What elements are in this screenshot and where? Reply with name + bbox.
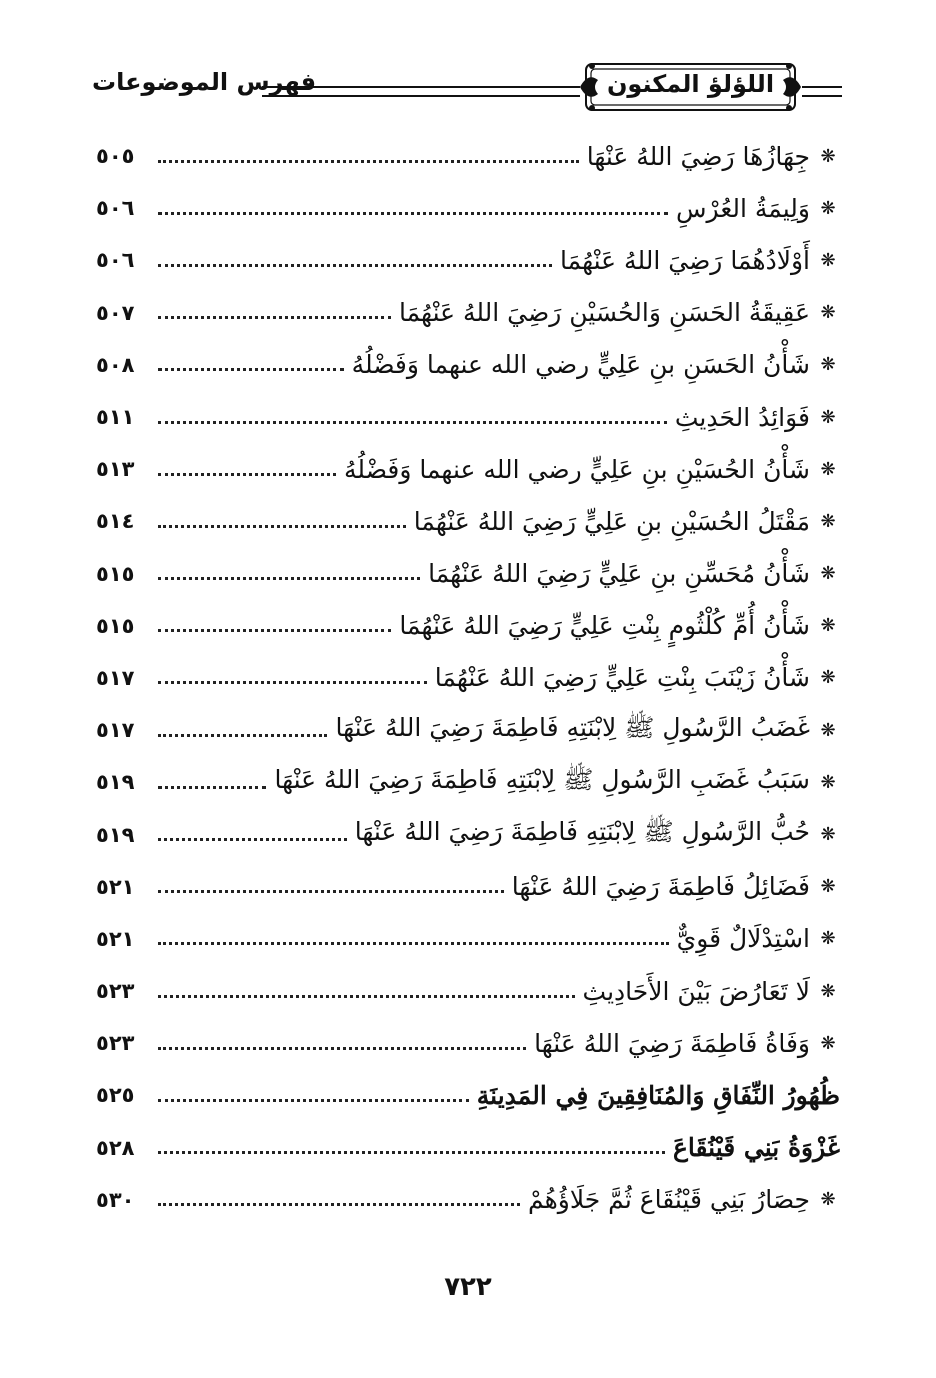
bullet-icon: ❋ bbox=[820, 510, 836, 532]
dot-leader bbox=[158, 368, 344, 371]
bullet-icon: ❋ bbox=[820, 980, 836, 1002]
dot-leader bbox=[158, 629, 391, 632]
toc-entry bbox=[96, 182, 840, 234]
entry-page-number: ٥٢٥ bbox=[96, 1083, 135, 1108]
dot-leader bbox=[158, 264, 552, 267]
entry-page-number: ٥١٩ bbox=[96, 770, 135, 795]
toc-entry bbox=[96, 130, 840, 182]
toc-entry bbox=[96, 965, 840, 1017]
dot-leader bbox=[158, 1203, 520, 1206]
entry-page-number: ٥٠٦ bbox=[96, 248, 135, 273]
entry-title: أَوْلَادُهُمَا رَضِيَ اللهُ عَنْهُمَا bbox=[560, 245, 810, 275]
toc-entry bbox=[96, 913, 840, 965]
entry-page-number: ٥١٤ bbox=[96, 509, 135, 534]
entry-page-number: ٥٢٨ bbox=[96, 1135, 135, 1160]
dot-leader bbox=[158, 942, 669, 945]
entry-page-number: ٥١٩ bbox=[96, 822, 135, 847]
entry-page-number: ٥٢٣ bbox=[96, 1031, 135, 1056]
entry-title: ظُهُورُ النِّفَاقِ وَالمُنَافِقِينَ فِي المَدِينَةِ bbox=[476, 1080, 840, 1110]
toc-entry bbox=[96, 495, 840, 547]
entry-page-number: ٥٢١ bbox=[96, 926, 135, 951]
toc-entry bbox=[96, 1122, 840, 1174]
dot-leader bbox=[158, 160, 579, 163]
entry-title: شَأْنُ زَيْنَبَ بِنْتِ عَلِيٍّ رَضِيَ اللهُ عَنْهُمَا bbox=[434, 663, 810, 693]
dot-leader bbox=[158, 421, 667, 424]
running-header bbox=[92, 58, 844, 118]
bullet-icon: ❋ bbox=[820, 719, 836, 741]
entry-page-number: ٥٠٦ bbox=[96, 196, 135, 221]
dot-leader bbox=[158, 890, 504, 893]
entry-title: عَقِيقَةُ الحَسَنِ وَالحُسَيْنِ رَضِيَ اللهُ عَنْهُمَا bbox=[398, 298, 810, 328]
bullet-icon: ❋ bbox=[820, 615, 836, 637]
entry-title: وَفَاةُ فَاطِمَةَ رَضِيَ اللهُ عَنْهَا bbox=[534, 1028, 810, 1058]
page-number: ٧٢٢ bbox=[444, 1272, 492, 1302]
bullet-icon: ❋ bbox=[820, 928, 836, 950]
entry-title: اسْتِدْلَالٌ قَوِيٌّ bbox=[676, 924, 810, 954]
entry-page-number: ٥٣٠ bbox=[96, 1187, 135, 1212]
bullet-icon: ❋ bbox=[820, 197, 836, 219]
entry-title: حِصَارُ بَنِي قَيْنُقَاعَ ثُمَّ جَلَاؤُهُمْ bbox=[527, 1185, 810, 1215]
entry-title: شَأْنُ الحُسَيْنِ بنِ عَلِيٍّ رضي الله عنهما وَفَضْلُهُ bbox=[344, 454, 810, 484]
dot-leader bbox=[158, 212, 668, 215]
entry-title: جِهَازُهَا رَضِيَ اللهُ عَنْهَا bbox=[586, 141, 810, 171]
entry-title: شَأْنُ مُحَسِّنِ بنِ عَلِيٍّ رَضِيَ اللهُ عَنْهُمَا bbox=[428, 559, 810, 589]
entry-page-number: ٥٢٣ bbox=[96, 979, 135, 1004]
toc-entry bbox=[96, 704, 840, 756]
entry-title: وَلِيمَةُ العُرْسِ bbox=[676, 193, 810, 223]
entry-title: فَضَائِلُ فَاطِمَةَ رَضِيَ اللهُ عَنْهَا bbox=[511, 872, 810, 902]
entry-title: غَضَبُ الرَّسُولِ ﷺ لِابْنَتِهِ فَاطِمَةَ رَضِيَ اللهُ عَنْهَا bbox=[335, 712, 810, 742]
dot-leader bbox=[158, 995, 575, 998]
entry-title: مَقْتَلُ الحُسَيْنِ بنِ عَلِيٍّ رَضِيَ اللهُ عَنْهُمَا bbox=[413, 506, 810, 536]
toc-entry bbox=[96, 1017, 840, 1069]
bullet-icon: ❋ bbox=[820, 145, 836, 167]
entry-title: شَأْنُ الحَسَنِ بنِ عَلِيٍّ رضي الله عنهما وَفَضْلُهُ bbox=[351, 350, 810, 380]
dot-leader bbox=[158, 1047, 526, 1050]
toc-entry bbox=[96, 861, 840, 913]
bullet-icon: ❋ bbox=[820, 406, 836, 428]
toc-entry bbox=[96, 287, 840, 339]
bullet-icon: ❋ bbox=[820, 302, 836, 324]
entry-title: غَزْوَةُ بَنِي قَيْنُقَاعَ bbox=[672, 1133, 840, 1163]
toc-entry bbox=[96, 391, 840, 443]
bullet-icon: ❋ bbox=[820, 249, 836, 271]
bullet-icon: ❋ bbox=[820, 1032, 836, 1054]
header-rule-left bbox=[262, 86, 580, 97]
dot-leader bbox=[158, 316, 391, 319]
entry-page-number: ٥١٥ bbox=[96, 561, 135, 586]
bullet-icon: ❋ bbox=[820, 667, 836, 689]
toc-entry bbox=[96, 443, 840, 495]
bullet-icon: ❋ bbox=[820, 824, 836, 846]
bullet-icon: ❋ bbox=[820, 876, 836, 898]
dot-leader bbox=[158, 1099, 469, 1102]
bullet-icon: ❋ bbox=[820, 771, 836, 793]
bullet-icon: ❋ bbox=[820, 563, 836, 585]
dot-leader bbox=[158, 838, 347, 841]
dot-leader bbox=[158, 1151, 665, 1154]
toc-entry bbox=[96, 1069, 840, 1121]
bullet-icon: ❋ bbox=[820, 1189, 836, 1211]
entry-page-number: ٥٠٥ bbox=[96, 144, 135, 169]
toc-entry bbox=[96, 548, 840, 600]
toc-entry bbox=[96, 234, 840, 286]
entry-page-number: ٥١٧ bbox=[96, 665, 135, 690]
toc-entry bbox=[96, 339, 840, 391]
book-title-frame bbox=[578, 58, 803, 116]
bullet-icon: ❋ bbox=[820, 458, 836, 480]
entry-page-number: ٥١٥ bbox=[96, 613, 135, 638]
entry-page-number: ٥٠٨ bbox=[96, 352, 135, 377]
dot-leader bbox=[158, 786, 266, 789]
table-of-contents bbox=[96, 130, 840, 1226]
section-title: فهرس الموضوعات bbox=[92, 68, 317, 96]
book-title: اللؤلؤ المكنون bbox=[606, 70, 775, 98]
dot-leader bbox=[158, 473, 336, 476]
entry-title: فَوَائِدُ الحَدِيثِ bbox=[674, 402, 810, 432]
entry-page-number: ٥١١ bbox=[96, 405, 135, 430]
entry-title: سَبَبُ غَضَبِ الرَّسُولِ ﷺ لِابْنَتِهِ فَاطِمَةَ رَضِيَ اللهُ عَنْهَا bbox=[274, 764, 810, 794]
header-rule-right bbox=[802, 86, 842, 97]
dot-leader bbox=[158, 681, 427, 684]
toc-entry bbox=[96, 756, 840, 808]
dot-leader bbox=[158, 577, 420, 580]
entry-title: حُبُّ الرَّسُولِ ﷺ لِابْنَتِهِ فَاطِمَةَ رَضِيَ اللهُ عَنْهَا bbox=[354, 817, 810, 847]
entry-page-number: ٥٠٧ bbox=[96, 300, 135, 325]
entry-page-number: ٥١٧ bbox=[96, 718, 135, 743]
bullet-icon: ❋ bbox=[820, 354, 836, 376]
entry-title: شَأْنُ أُمِّ كُلْثُومٍ بِنْتِ عَلِيٍّ رَضِيَ اللهُ عَنْهُمَا bbox=[399, 611, 810, 641]
entry-page-number: ٥٢١ bbox=[96, 874, 135, 899]
entry-page-number: ٥١٣ bbox=[96, 457, 135, 482]
entry-title: لَا تَعَارُضَ بَيْنَ الأَحَادِيثِ bbox=[582, 976, 810, 1006]
toc-entry bbox=[96, 808, 840, 860]
toc-entry bbox=[96, 1174, 840, 1226]
dot-leader bbox=[158, 734, 327, 737]
toc-entry bbox=[96, 600, 840, 652]
dot-leader bbox=[158, 525, 406, 528]
toc-entry bbox=[96, 652, 840, 704]
